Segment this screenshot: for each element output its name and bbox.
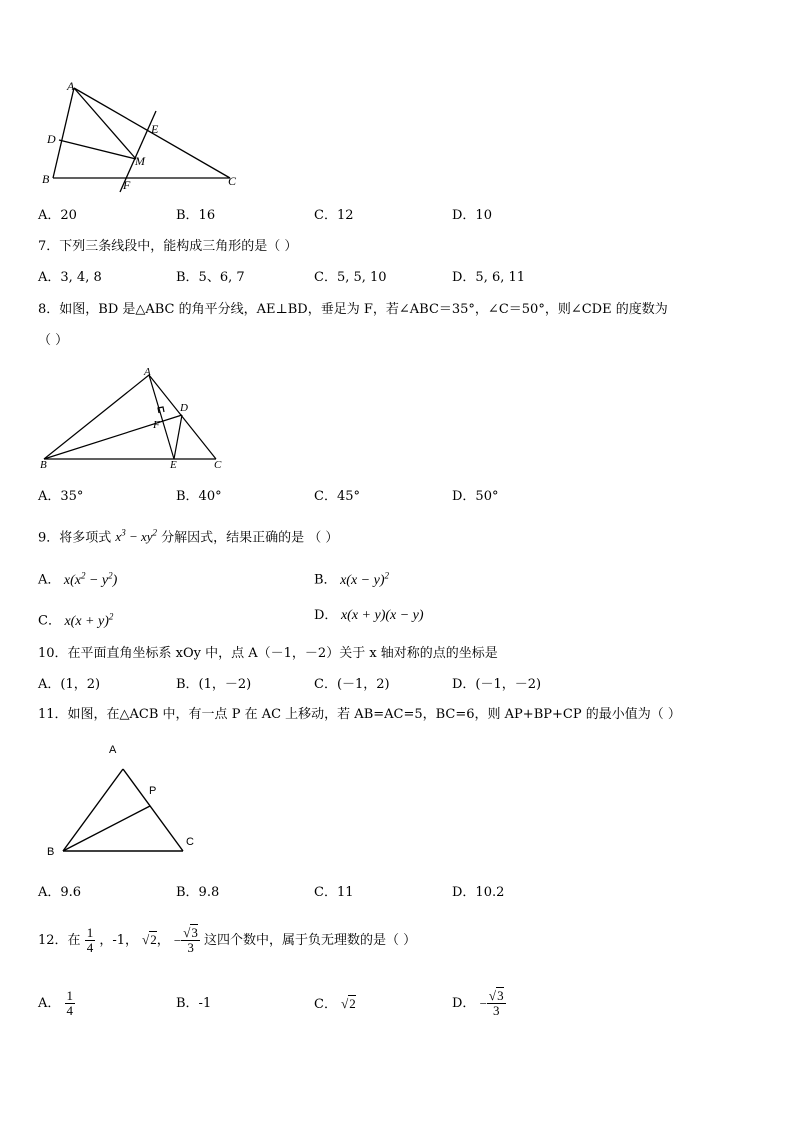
label-d: D — [47, 132, 56, 146]
q7-option-c[interactable]: C．5, 5, 10 — [314, 270, 387, 285]
triangle-figure-q6 — [30, 75, 260, 200]
q11-option-d[interactable]: D．10.2 — [452, 885, 505, 900]
q11-option-b[interactable]: B．9.8 — [176, 885, 220, 900]
q7-option-a[interactable]: A．3, 4, 8 — [38, 270, 102, 285]
label-p: P — [149, 785, 157, 797]
label-f: F — [123, 178, 131, 192]
label-a: A — [144, 366, 151, 378]
q9-option-a[interactable]: A． $x(x^2 - y^2)$ — [38, 570, 118, 588]
q9-suffix: 分解因式，结果正确的是 （ ） — [161, 530, 339, 546]
label-a: A — [67, 79, 75, 93]
q12-option-a[interactable]: A． $\frac{1}{4}$ — [38, 988, 74, 1018]
q12-option-b[interactable]: B．-1 — [176, 996, 212, 1011]
q12-question: 12．在 $\frac{1}{4}$ ，-1， √2， − $\frac{√3}{3}$ 这四个数中，属于负无理数的是（ ） — [38, 925, 417, 955]
label-c: C — [186, 836, 194, 848]
label-c: C — [214, 459, 222, 471]
fraction-one-quarter: $\frac{1}{4}$ — [86, 925, 94, 955]
q9-polynomial: $x^3 - xy^2$ — [115, 528, 158, 545]
q11-question: 11．如图，在△ACB 中，有一点 P 在 AC 上移动，若 AB=AC=5，BC=6，则 AP+BP+CP 的最小值为（ ） — [38, 707, 681, 722]
label-e: E — [170, 459, 177, 471]
q7-option-b[interactable]: B．5、6, 7 — [176, 270, 245, 285]
q6-option-d[interactable]: D．10 — [452, 208, 492, 223]
q9-option-b[interactable]: B． $x(x - y)^2$ — [314, 570, 389, 588]
q10-question: 10．在平面直角坐标系 xOy 中，点 A（－1，－2）关于 x 轴对称的点的坐标是 — [38, 646, 498, 661]
q8-option-d[interactable]: D．50° — [452, 489, 499, 504]
q6-option-c[interactable]: C．12 — [314, 208, 354, 223]
label-b: B — [40, 459, 47, 471]
q8-option-c[interactable]: C．45° — [314, 489, 360, 504]
q12-option-c[interactable]: C． √2 — [314, 996, 356, 1012]
q8-option-a[interactable]: A．35° — [38, 489, 84, 504]
label-d: D — [180, 402, 188, 414]
q10-option-b[interactable]: B．(1，－2) — [176, 677, 252, 692]
q12-option-d[interactable]: D． − $\frac{√3}{3}$ — [452, 988, 504, 1018]
q7-question: 7．下列三条线段中，能构成三角形的是（ ） — [38, 239, 298, 254]
q10-option-d[interactable]: D．(－1，－2) — [452, 677, 542, 692]
label-m: M — [135, 154, 145, 168]
label-a: A — [109, 744, 117, 756]
label-b: B — [47, 846, 55, 858]
q8-question-cont: （ ） — [38, 333, 69, 348]
sqrt-two: √2 — [142, 932, 157, 947]
label-c: C — [228, 174, 237, 188]
neg-sqrt3-over-3: − — [173, 932, 182, 948]
label-b: B — [42, 172, 50, 186]
q7-option-d[interactable]: D．5, 6, 11 — [452, 270, 526, 285]
triangle-figure-q11 — [40, 738, 220, 863]
q9-option-c[interactable]: C． $x(x + y)^2$ — [38, 611, 114, 629]
triangle-figure-q8 — [30, 365, 240, 475]
q6-option-a[interactable]: A．20 — [38, 208, 77, 223]
q9-question — [38, 525, 338, 546]
q8-question: 8．如图，BD 是△ABC 的角平分线，AE⊥BD，垂足为 F，若∠ABC＝35°，∠C＝50°，则∠CDE 的度数为 — [38, 302, 668, 317]
q10-option-c[interactable]: C．(－1，2) — [314, 677, 390, 692]
q11-option-a[interactable]: A．9.6 — [38, 885, 82, 900]
q6-option-b[interactable]: B．16 — [176, 208, 216, 223]
q9-prefix: 9．将多项式 — [38, 530, 112, 546]
q11-option-c[interactable]: C．11 — [314, 885, 354, 900]
label-f: F — [153, 419, 160, 431]
q10-option-a[interactable]: A．(1，2) — [38, 677, 101, 692]
q9-option-d[interactable]: D． x(x + y)(x − y) — [314, 608, 424, 623]
q8-option-b[interactable]: B．40° — [176, 489, 222, 504]
label-e: E — [151, 122, 159, 136]
